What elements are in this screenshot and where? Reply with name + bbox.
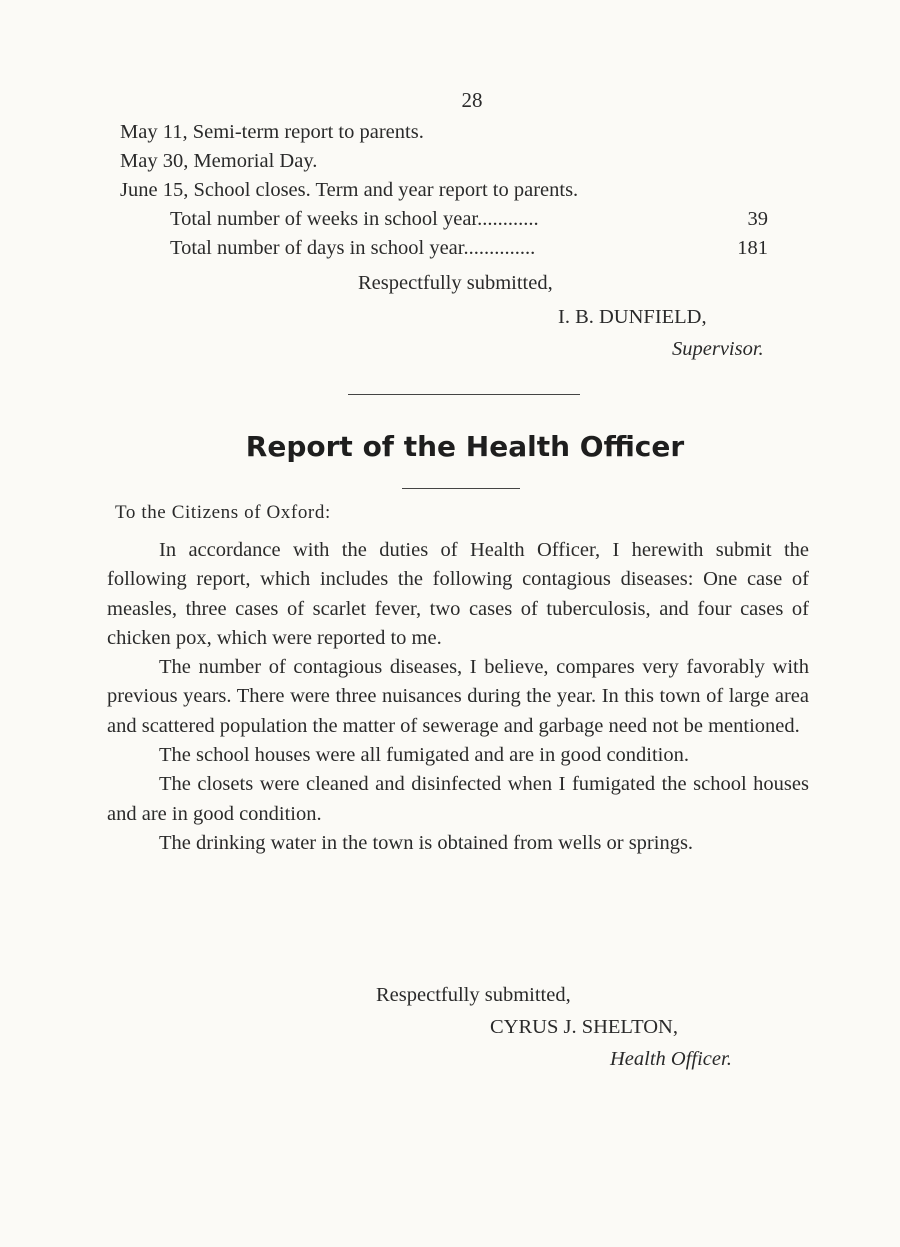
signatory-title: Supervisor. [672, 338, 764, 360]
closing-text: Respectfully submitted, [376, 984, 571, 1006]
report-paragraph: In accordance with the duties of Health Officer, I herewith submit the following report, which includes the following contagious diseases: One case of measles, three cases of scarlet fever, two cases of tuberculosis, and four cases of chicken pox, which were reported to me. [107, 539, 809, 649]
salutation: To the Citizens of Oxford: [115, 502, 331, 523]
signatory-name: CYRUS J. SHELTON, [490, 1016, 678, 1038]
report-paragraph: The closets were cleaned and disinfected when I fumigated the school houses and are in good condition. [107, 773, 809, 825]
total-weeks-line [120, 205, 780, 234]
calendar-line: May 30, Memorial Day. [120, 150, 318, 172]
report-body [107, 536, 809, 858]
report-paragraph: The drinking water in the town is obtained from wells or springs. [159, 831, 694, 854]
section-divider [348, 394, 580, 395]
school-calendar [120, 118, 780, 263]
total-weeks-value: 39 [747, 208, 768, 230]
calendar-line: May 11, Semi-term report to parents. [120, 121, 424, 143]
calendar-line: June 15, School closes. Term and year report to parents. [120, 179, 579, 201]
total-days-value: 181 [737, 237, 768, 259]
report-paragraph: The school houses were all fumigated and are in good condition. [159, 744, 690, 767]
signatory-title: Health Officer. [610, 1048, 732, 1070]
total-days-label: Total number of days in school year.............. [170, 237, 536, 259]
report-paragraph: The number of contagious diseases, I believe, compares very favorably with previous years. There were three nuisances during the year. In this town of large area and scattered population the matter of sewerage and garbage need not be mentioned. [107, 656, 809, 737]
page-number: 28 [461, 88, 483, 112]
signatory-name: I. B. DUNFIELD, [558, 306, 707, 328]
report-heading: Report of the Health Officer [245, 430, 685, 463]
total-weeks-label: Total number of weeks in school year............ [170, 208, 539, 230]
closing-text: Respectfully submitted, [358, 272, 553, 294]
total-days-line [120, 234, 780, 263]
heading-underline [402, 488, 520, 489]
